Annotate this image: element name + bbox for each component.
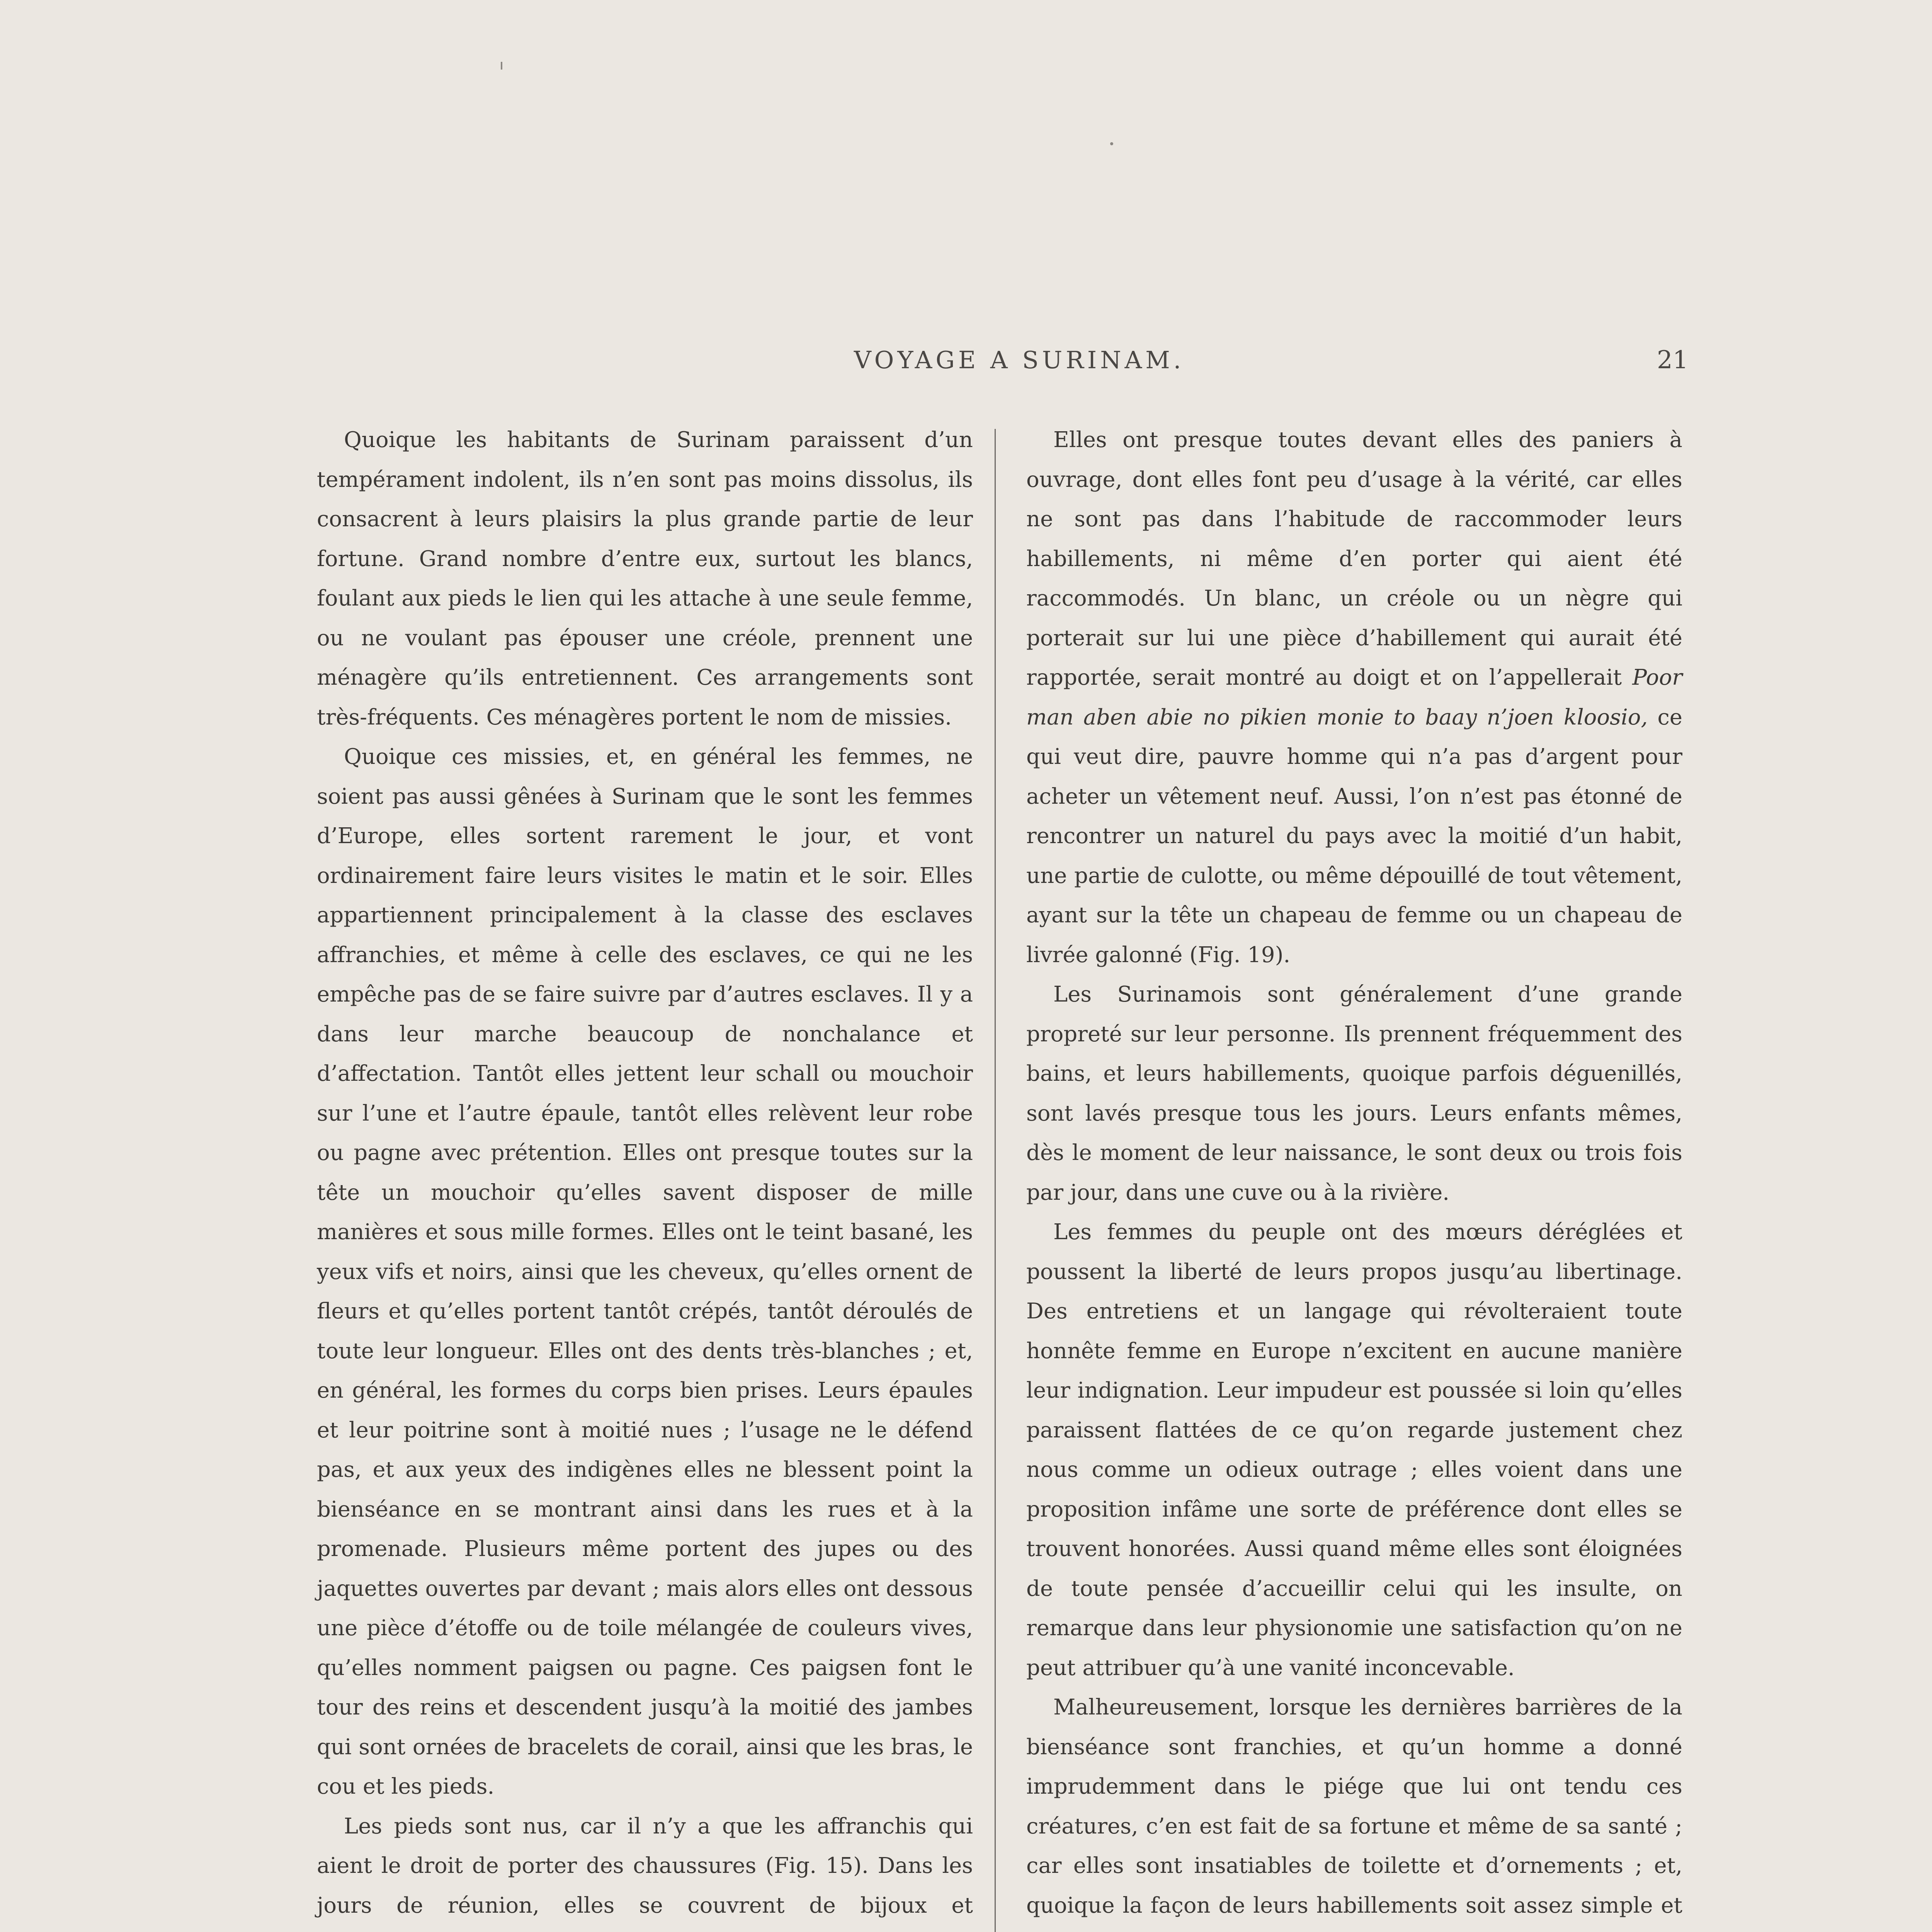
- text-run: Malheureusement, lorsque les dernières barrières de la bienséance sont franchies, et qu’un homme a donné imprudemment dans le piége que lui ont tendu ces créatures, c’en est fait de sa fortune et même de sa santé ; car elles sont insatiables de toilette et d’ornements ; et, quoique la façon de leurs habillements soit assez simple et: [1026, 1695, 1682, 1918]
- paragraph: Les Surinamois sont généralement d’une grande propreté sur leur personne. Ils prennent fréquemment des bains, et leurs habillements, quoique parfois déguenillés, sont lavés presque tous les jours. Leurs enfants mêmes, dès le moment de leur naissance, le sont deux ou trois fois par jour, dans une cuve ou à la rivière.: [1026, 982, 1682, 1205]
- paper-speck: [501, 62, 502, 70]
- paragraph: Quoique les habitants de Surinam paraissent d’un tempérament indolent, ils n’en sont pas moins dissolus, ils consacrent à leurs plaisirs la plus grande partie de leur fortune. Grand nombre d’entre eux, surtout les blancs, foulant aux pieds le lien qui les attache à une seule femme, ou ne voulant pas épouser une créole, prennent une ménagère qu’ils entretiennent. Ces arrangements sont très-fréquents. Ces ménagères portent le nom de missies.: [317, 427, 973, 730]
- paragraph: [1026, 420, 1682, 975]
- paper-speck: [1110, 142, 1113, 145]
- paragraph: Quoique ces missies, et, en général les femmes, ne soient pas aussi gênées à Surinam que le sont les femmes d’Europe, elles sortent rarement le jour, et vont ordinairement faire leurs visites le matin et le soir. Elles appartiennent principalement à la classe des esclaves affranchies, et même à celle des esclaves, ce qui ne les empêche pas de se faire suivre par d’autres esclaves. Il y a dans leur marche beaucoup de nonchalance et d’affectation. Tantôt elles jettent leur schall ou mouchoir sur l’une et l’autre épaule, tantôt elles relèvent leur robe ou pagne avec prétention. Elles ont presque toutes sur la tête un mouchoir qu’elles savent disposer de mille manières et sous mille formes. Elles ont le teint basané, les yeux vifs et noirs, ainsi que les cheveux, qu’elles ornent de fleurs et qu’elles portent tantôt crépés, tantôt déroulés de toute leur longueur. Elles ont des dents très-blanches ; et, en général, les formes du corps bien prises. Leurs épaules et leur poitrine sont à moitié nues ; l’usage ne le défend pas, et aux yeux des indigènes elles ne blessent point la bienséance en se montrant ainsi dans les rues et à la promenade. Plusieurs même portent des jupes ou des jaquettes ouvertes par devant ; mais alors elles ont dessous une pièce d’étoffe ou de toile mélangée de couleurs vives, qu’elles nomment paigsen ou pagne. Ces paigsen font le tour des reins et descendent jusqu’à la moitié des jambes qui sont ornées de bracelets de corail, ainsi que les bras, le cou et les pieds.: [317, 744, 973, 1799]
- text-run: Les pieds sont nus, car il n’y a que les affranchis qui aient le droit de porter des chaussures (Fig. 15). Dans les jours de réunion, elles se couvrent de bijoux et: [317, 1813, 973, 1918]
- page-number: 21: [1657, 346, 1689, 374]
- paragraph: Les femmes du peuple ont des mœurs déréglées et poussent la liberté de leurs propos jusqu’au libertinage. Des entretiens et un langage qui révolteraient toute honnête femme en Europe n’excitent en aucune manière leur indignation. Leur impudeur est poussée si loin qu’elles paraissent flattées de ce qu’on regarde justement chez nous comme un odieux outrage ; elles voient dans une proposition infâme une sorte de préférence dont elles se trouvent honorées. Aussi quand même elles sont éloignées de toute pensée d’accueillir celui qui les insulte, on remarque dans leur physionomie une satisfaction qu’on ne peut attribuer qu’à une vanité inconcevable.: [1026, 1219, 1682, 1680]
- text-run: Elles ont presque toutes devant elles des paniers à ouvrage, dont elles font peu d’usage à la vérité, car elles ne sont pas dans l’habitude de raccommoder leurs habillements, ni même d’en porter qui aient été raccommodés. Un blanc, un créole ou un nègre qui porterait sur lui une pièce d’habillement qui aurait été rapportée, serait montré au doigt et on l’appellerait: [1026, 427, 1682, 690]
- text-run: ce qui veut dire, pauvre homme qui n’a pas d’argent pour acheter un vêtement neuf. Aussi, l’on n’est pas étonné de rencontrer un naturel du pays avec la moitié d’un habit, une partie de culotte, ou même dépouillé de tout vêtement, ayant sur la tête un chapeau de femme ou un chapeau de livrée galonné (Fig. 19).: [1026, 704, 1682, 968]
- right-column: [1026, 420, 1682, 1932]
- paragraph: [317, 1807, 973, 1932]
- left-column: [317, 420, 973, 1932]
- italic-term: Poor man aben abie no pikien monie to baay n’joen kloosio,: [1026, 665, 1682, 730]
- paragraph: [1026, 1688, 1682, 1932]
- running-title: VOYAGE A SURINAM.: [854, 346, 1185, 374]
- column-divider: [995, 429, 996, 1932]
